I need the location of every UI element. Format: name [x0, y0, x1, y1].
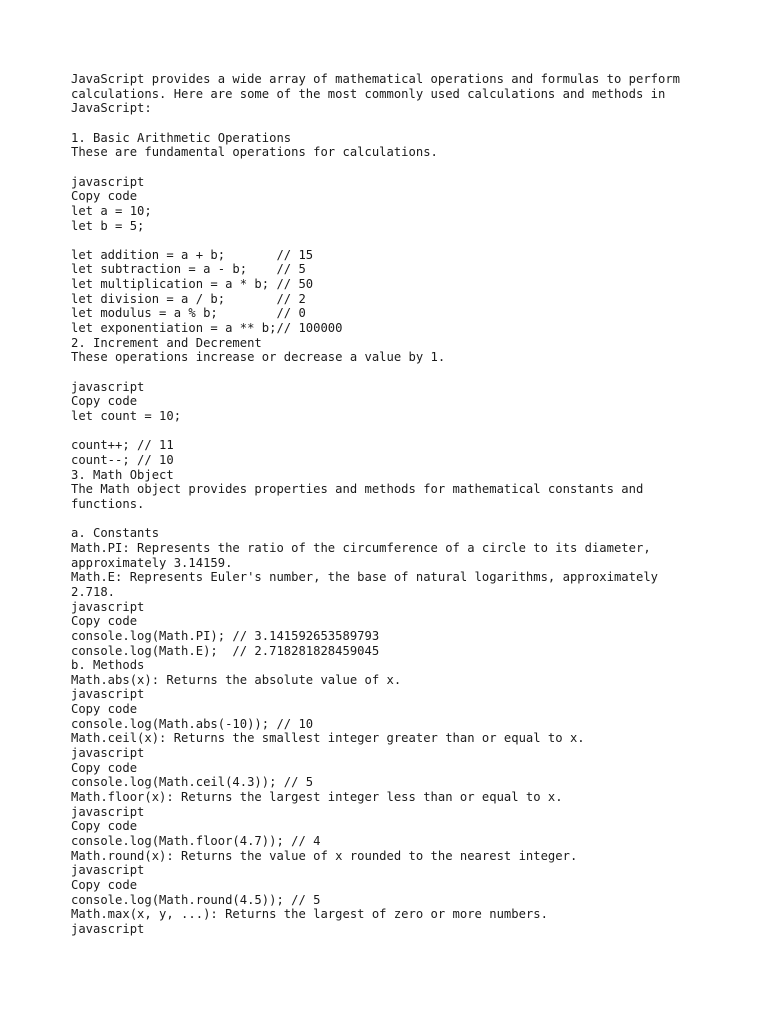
code-line: let addition = a + b; // 15: [71, 247, 314, 262]
blank-line: [71, 160, 721, 175]
code-line: let a = 10;: [71, 203, 152, 218]
section-heading: 2. Increment and Decrement: [71, 335, 262, 350]
code-line: let b = 5;: [71, 218, 145, 233]
code-line: let subtraction = a - b; // 5: [71, 262, 306, 277]
code-line: console.log(Math.abs(-10)); // 10: [71, 716, 314, 731]
copy-code-label: Copy code: [71, 760, 138, 775]
copy-code-label: Copy code: [71, 702, 138, 717]
paragraph-line: The Math object provides properties and methods for mathematical constants and: [71, 482, 644, 497]
paragraph-line: These operations increase or decrease a value by 1.: [71, 350, 446, 365]
code-line: console.log(Math.PI); // 3.141592653589793: [71, 628, 380, 643]
code-language-label: javascript: [71, 863, 145, 878]
paragraph-line: Math.PI: Represents the ratio of the circumference of a circle to its diameter,: [71, 540, 651, 555]
subsection-heading: b. Methods: [71, 658, 145, 673]
copy-code-label: Copy code: [71, 189, 138, 204]
document-page: [71, 72, 721, 937]
code-language-label: javascript: [71, 746, 145, 761]
intro-text-line: JavaScript provides a wide array of mathematical operations and formulas to perform: [71, 72, 681, 86]
paragraph-line: Math.E: Represents Euler's number, the base of natural logarithms, approximately: [71, 570, 658, 585]
code-line: console.log(Math.round(4.5)); // 5: [71, 892, 321, 907]
subsection-heading: a. Constants: [71, 526, 160, 541]
code-line: let exponentiation = a ** b;// 100000: [71, 321, 343, 336]
paragraph-line: Math.abs(x): Returns the absolute value of x.: [71, 672, 402, 687]
code-line: console.log(Math.ceil(4.3)); // 5: [71, 775, 314, 790]
copy-code-label: Copy code: [71, 819, 138, 834]
code-line: let multiplication = a * b; // 50: [71, 277, 314, 292]
paragraph-line: Math.round(x): Returns the value of x rounded to the nearest integer.: [71, 848, 578, 863]
code-line: count++; // 11: [71, 438, 174, 453]
code-language-label: javascript: [71, 804, 145, 819]
paragraph-line: These are fundamental operations for calculations.: [71, 145, 438, 160]
blank-line: [71, 365, 721, 380]
code-line: count--; // 10: [71, 452, 174, 467]
paragraph-line: Math.floor(x): Returns the largest integer less than or equal to x.: [71, 790, 563, 805]
paragraph-line: Math.ceil(x): Returns the smallest integer greater than or equal to x.: [71, 731, 585, 746]
paragraph-line: approximately 3.14159.: [71, 555, 233, 570]
code-line: console.log(Math.E); // 2.718281828459045: [71, 643, 380, 658]
code-language-label: javascript: [71, 174, 145, 189]
code-language-label: javascript: [71, 599, 145, 614]
code-line: let modulus = a % b; // 0: [71, 306, 306, 321]
blank-line: [71, 233, 721, 248]
code-language-label: javascript: [71, 687, 145, 702]
paragraph-line: functions.: [71, 496, 145, 511]
code-line: let count = 10;: [71, 409, 182, 424]
copy-code-label: Copy code: [71, 394, 138, 409]
intro-text-line: calculations. Here are some of the most commonly used calculations and methods in: [71, 86, 666, 101]
code-line: console.log(Math.floor(4.7)); // 4: [71, 834, 321, 849]
intro-text-line: JavaScript:: [71, 101, 152, 116]
blank-line: [71, 424, 721, 439]
code-line: let division = a / b; // 2: [71, 291, 306, 306]
copy-code-label: Copy code: [71, 614, 138, 629]
code-language-label: javascript: [71, 921, 145, 936]
copy-code-label: Copy code: [71, 878, 138, 892]
blank-line: [71, 116, 721, 131]
code-language-label: javascript: [71, 379, 145, 394]
blank-line: [71, 512, 721, 527]
section-heading: 3. Math Object: [71, 467, 174, 482]
section-heading: 1. Basic Arithmetic Operations: [71, 130, 292, 145]
paragraph-line: 2.718.: [71, 584, 116, 599]
paragraph-line: Math.max(x, y, ...): Returns the largest of zero or more numbers.: [71, 907, 548, 922]
